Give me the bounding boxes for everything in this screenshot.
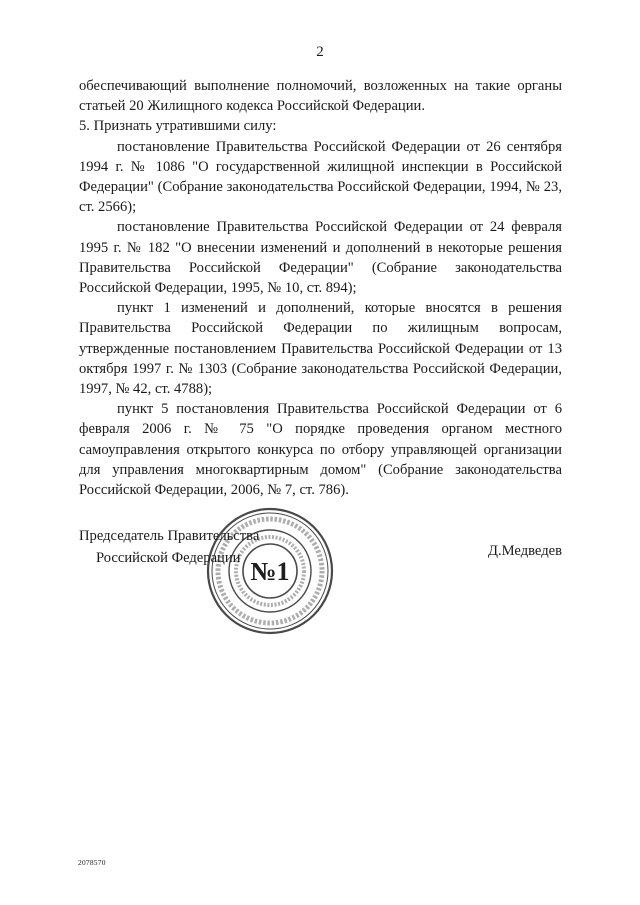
paragraph-repealed-act-4: пункт 5 постановления Правительства Российской Федерации от 6 февраля 2006 г. № 75 "О порядке проведения органом местного самоуправления открытого конкурса по отбору управляющей организации для управления многоквартирным домом" (Собрание законодательства Российской Федерации, 2006, № 7, ст. 786).: [79, 401, 562, 499]
document-id: 2078570: [78, 858, 106, 867]
signatory-name: Д.Медведев: [488, 543, 562, 559]
paragraph-repealed-act-3: пункт 1 изменений и дополнений, которые вносятся в решения Правительства Российской Федерации по жилищным вопросам, утвержденные постановлением Правительства Российской Федерации от 13 октября 1997 г. № 1303 (Собрание законодательства Российской Федерации, 1997, № 42, ст. 4788);: [79, 300, 562, 398]
paragraph-repealed-act-2: постановление Правительства Российской Федерации от 24 февраля 1995 г. № 182 "О внесении изменений и дополнений в некоторые решения Правительства Российской Федерации" (Собрание законодательства Российской Федерации, 1995, № 10, ст. 894);: [79, 219, 562, 297]
official-seal-stamp: [205, 506, 335, 636]
page-number: 2: [316, 44, 324, 60]
seal-center-number: №1: [250, 557, 290, 586]
signatory-title-line1: Председатель Правительства: [79, 528, 260, 544]
paragraph-repealed-act-1: постановление Правительства Российской Федерации от 26 сентября 1994 г. № 1086 "О государственной жилищной инспекции в Российской Федерации" (Собрание законодательства Российской Федерации, 1994, № 23, ст. 2566);: [79, 138, 562, 216]
paragraph-continuation: обеспечивающий выполнение полномочий, возложенных на такие органы статьей 20 Жилищного кодекса Российской Федерации.: [79, 78, 562, 115]
document-body: [79, 76, 562, 500]
signatory-title-line2: Российской Федерации: [96, 550, 241, 566]
paragraph-item-5-heading: 5. Признать утратившими силу:: [79, 118, 277, 135]
